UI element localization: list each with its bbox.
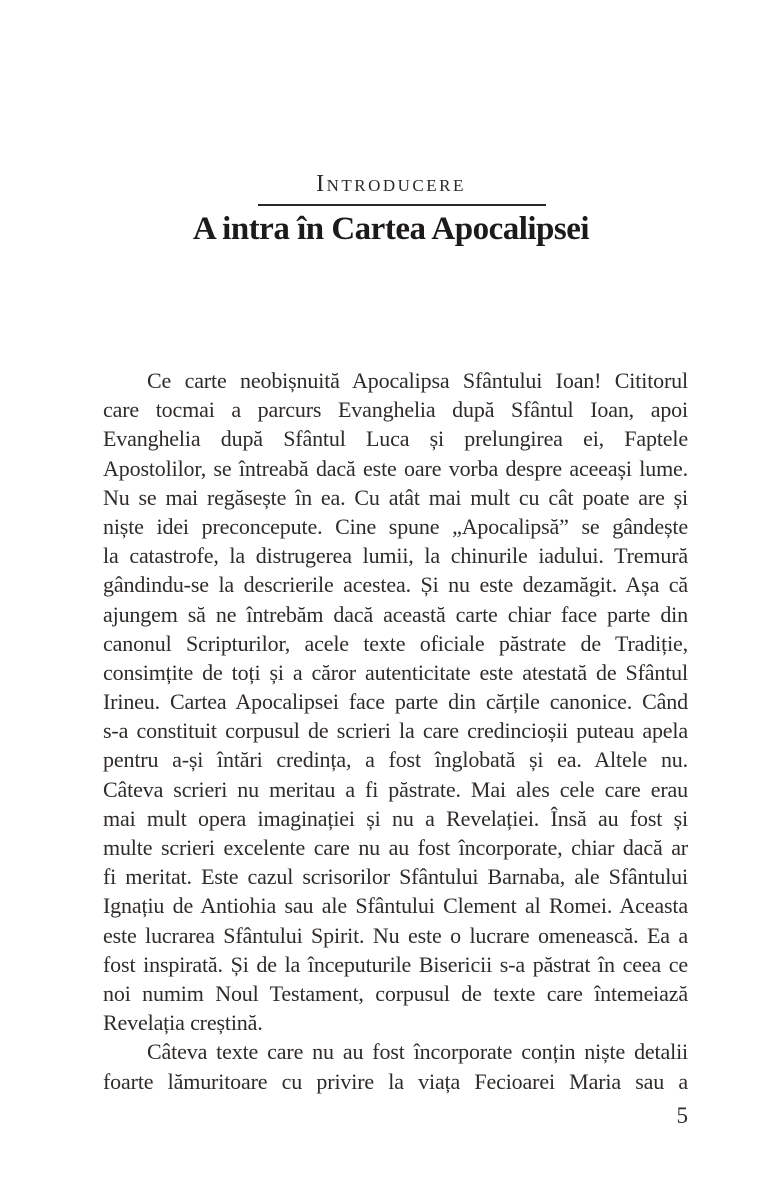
chapter-title: A intra în Cartea Apocalipsei xyxy=(192,211,590,247)
body-line: canonul Scripturilor, acele texte oficiale păstrate de Tradiție, xyxy=(103,630,688,656)
body-line: consimțite de toți și a căror autenticitate este atestată de Sfântul xyxy=(103,659,688,685)
body-line: Apostolilor, se întreabă dacă este oare vorba despre aceeași lume. xyxy=(103,455,688,481)
body-line: Câteva scrieri nu meritau a fi păstrate. Mai ales cele care erau xyxy=(103,776,688,802)
body-line: s-a constituit corpusul de scrieri la care credincioșii puteau apela xyxy=(103,718,688,744)
body-line: fi meritat. Este cazul scrisorilor Sfântului Barnaba, ale Sfântului xyxy=(103,864,688,890)
body-line: fost inspirată. Și de la începuturile Bisericii s-a păstrat în ceea ce xyxy=(103,951,688,977)
kicker-rule xyxy=(258,204,546,206)
body-line: multe scrieri excelente care nu au fost încorporate, chiar dacă ar xyxy=(103,835,688,860)
body-line: gândindu-se la descrierile acestea. Și nu este dezamăgit. Așa că xyxy=(103,572,688,598)
body-line: Ignațiu de Antiohia sau ale Sfântului Clement al Romei. Aceasta xyxy=(103,893,688,919)
paragraph xyxy=(103,1037,688,1095)
body-line: la catastrofe, la distrugerea lumii, la chinurile iadului. Tremură xyxy=(103,543,688,569)
paragraph xyxy=(103,366,688,1037)
body-line: este lucrarea Sfântului Spirit. Nu este o lucrare omenească. Ea a xyxy=(103,922,688,948)
body-line: care tocmai a parcurs Evanghelia după Sfântul Ioan, apoi xyxy=(103,397,688,423)
body-line: niște idei preconcepute. Cine spune „Apocalipsă” se gândește xyxy=(103,513,688,539)
body-line: pentru a-și întări credința, a fost înglobată și ea. Altele nu. xyxy=(103,747,688,773)
body-line: noi numim Noul Testament, corpusul de texte care întemeiază xyxy=(103,980,688,1006)
body-line: Ce carte neobișnuită Apocalipsa Sfântului Ioan! Cititorul xyxy=(147,368,688,393)
page-number: 5 xyxy=(676,1103,688,1128)
body-text xyxy=(103,366,688,1096)
body-line: Nu se mai regăsește în ea. Cu atât mai mult cu cât poate are și xyxy=(103,484,688,510)
body-line: Revelația creștină. xyxy=(103,1010,263,1036)
body-line: Evanghelia după Sfântul Luca și prelungirea ei, Faptele xyxy=(103,426,688,452)
body-line: Câteva texte care nu au fost încorporate conțin niște detalii xyxy=(147,1039,688,1065)
body-line: ajungem să ne întrebăm dacă această carte chiar face parte din xyxy=(103,601,688,627)
body-line: foarte lămuritoare cu privire la viața Fecioarei Maria sau a xyxy=(103,1068,688,1094)
section-kicker: Introducere xyxy=(316,171,466,197)
body-line: mai mult opera imaginației și nu a Revelației. Însă au fost și xyxy=(103,805,688,831)
body-line: Irineu. Cartea Apocalipsei face parte din cărțile canonice. Când xyxy=(103,689,688,715)
